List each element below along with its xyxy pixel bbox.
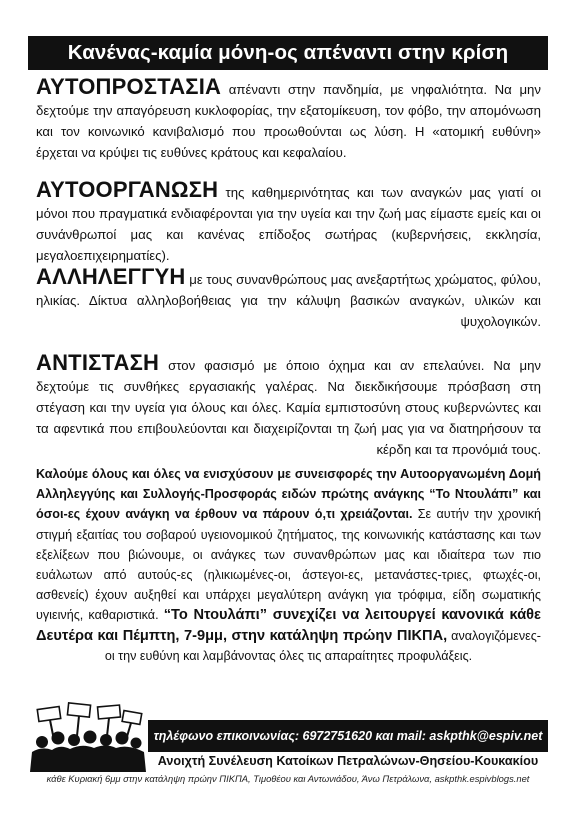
section-text: με τους συνανθρώπους μας ανεξαρτήτως χρώματος, φύλου, ηλικίας. Δίκτυα αλληλοβοήθειας για την κάλυψη βασικών αναγκών, υλικών και ψυχολογικών. — [36, 272, 541, 329]
section-text: απέναντι στην πανδημία, με νηφαλιότητα. Να μην δεχτούμε την απαγόρευση κυκλοφορίας, την εξατομίκευση, τον φόβο, την απομόνωση και τον κοινωνικό κανιβαλισμό που προωθούνται ως λύση. Η «ατομική ευθύνη» έρχεται να κρύψει τις ευθύνες κράτους και κεφαλαίου. — [36, 82, 541, 160]
section-autoorganosi — [36, 179, 541, 266]
call-to-action — [36, 464, 541, 666]
assembly-name: Ανοιχτή Συνέλευση Κατοίκων Πετραλώνων-Θησείου-Κουκακίου — [157, 754, 539, 768]
section-text: στον φασισμό με όποιο όχημα και αν επελαύνει. Να μην δεχτούμε τις συνθήκες εργασιακής γαλέρας. Να διεκδικήσουμε πρόσβαση στη στέγαση και την υγεία για όλους και όλες. Καμία εμπιστοσύνη στους κυβερνώντες και τα αφεντικά που επιβουλεύονται και διαχειρίζονται τη ζωή μας για να διατηρήσουν τα κέρδη και τα προνόμιά τους. — [36, 358, 541, 457]
call-schedule: “Το Ντουλάπι” συνεχίζει να λειτουργεί κανονικά κάθε Δευτέρα και Πέμπτη, 7-9μμ, στην κατάληψη πρώην ΠΙΚΠΑ, — [36, 607, 541, 644]
section-autoprostasia — [36, 76, 541, 163]
section-heading: ΑΝΤΙΣΤΑΣΗ — [36, 350, 160, 375]
banner-title: Κανένας-καμία μόνη-ος απέναντι στην κρίση — [67, 41, 509, 64]
call-intro: Καλούμε όλους και όλες να ενισχύσουν με συνεισφορές την Αυτοοργανωμένη Δομή Αλληλεγγύης και Συλλογής-Προσφοράς ειδών πρώτης ανάγκης “Το Ντουλάπι” και όσοι-ες έχουν ανάγκη να έρθουν να πάρουν ό,τι χρειάζονται. — [36, 467, 541, 522]
contact-info: τηλέφωνο επικοινωνίας: 6972751620 και mail: askpthk@espiv.net — [153, 729, 543, 743]
section-heading: ΑΥΤΟΟΡΓΑΝΩΣΗ — [36, 177, 219, 202]
section-antistasi — [36, 352, 541, 460]
call-tail: αναλογιζόμενες-οι την ευθύνη και λαμβάνοντας όλες τις απαραίτητες προφυλάξεις. — [104, 628, 541, 663]
section-text: της καθημερινότητας και των αναγκών μας γιατί οι μόνοι που πραγματικά ενδιαφέρονται για την υγεία και την ζωή μας είμαστε εμείς και οι συνάνθρωποί μας και κανένας επίδοξος σωτήρας (κυβερνήσεις, εκκλησία, μεγαλοεπιχειρηματίες). — [36, 185, 541, 263]
meeting-info: κάθε Κυριακή 6μμ στην κατάληψη πρώην ΠΙΚΠΑ, Τιμοθέου και Αντωνιάδου, Άνω Πετράλωνα, askpthk.espivblogs.net — [46, 773, 530, 784]
section-heading: ΑΥΤΟΠΡΟΣΤΑΣΙΑ — [36, 74, 222, 99]
contact-bar — [148, 720, 548, 752]
protest-crowd-icon — [28, 702, 148, 772]
call-body: Σε αυτήν την χρονική στιγμή εξαιτίας του σοβαρού υγειονομικού ζητήματος, της κοινωνικής κατάστασης και των εξελίξεων που βιώνουμε, οι ανάγκες των συνανθρώπων μας και ιδιαίτερα των πιο ευάλωτων από αυτούς-ες (ηλικιωμένες-οι, άστεγοι-ες, μετανάστες-τριες, φτωχές-οι, ασθενείς) έχουν αυξηθεί και υπάρχει μεγαλύτερη ανάγκη για τρόφιμα, είδη σωματικής υγιεινής, καθαριστικά. — [36, 507, 541, 623]
title-banner — [28, 36, 548, 70]
section-allileggyi — [36, 266, 541, 332]
section-heading: ΑΛΛΗΛΕΓΓΥΗ — [36, 264, 186, 289]
